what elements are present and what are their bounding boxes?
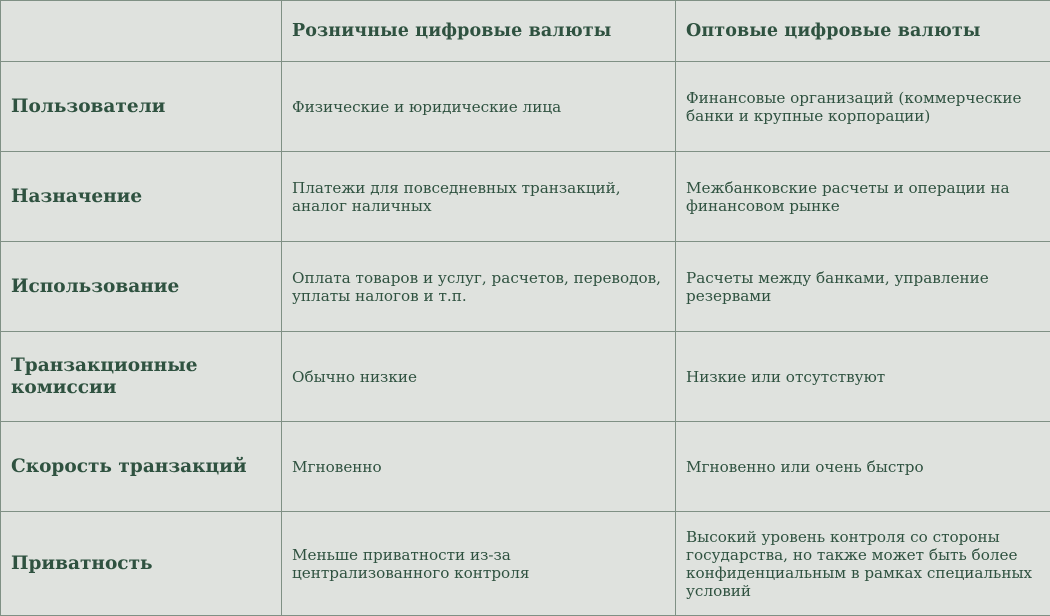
cell-retail-purpose: Платежи для повседневных транзакций, аналог наличных	[282, 152, 676, 242]
column-header-retail: Розничные цифровые валюты	[282, 1, 676, 62]
table-row-users	[1, 62, 1050, 152]
cell-wholesale-purpose: Межбанковские расчеты и операции на финансовом рынке	[676, 152, 1050, 242]
cell-wholesale-usage: Расчеты между банками, управление резервами	[676, 242, 1050, 332]
cell-retail-usage: Оплата товаров и услуг, расчетов, переводов, уплаты налогов и т.п.	[282, 242, 676, 332]
row-label-users: Пользователи	[1, 62, 282, 152]
cell-wholesale-speed: Мгновенно или очень быстро	[676, 422, 1050, 512]
cell-retail-fees: Обычно низкие	[282, 332, 676, 422]
table-row-usage	[1, 242, 1050, 332]
row-label-speed: Скорость транзакций	[1, 422, 282, 512]
table-row-speed	[1, 422, 1050, 512]
row-label-fees: Транзакционные комиссии	[1, 332, 282, 422]
row-label-purpose: Назначение	[1, 152, 282, 242]
header-corner-cell	[1, 1, 282, 62]
row-label-usage: Использование	[1, 242, 282, 332]
table-row-purpose	[1, 152, 1050, 242]
row-label-privacy: Приватность	[1, 512, 282, 616]
column-header-wholesale: Оптовые цифровые валюты	[676, 1, 1050, 62]
table-header-row	[1, 1, 1050, 62]
cell-wholesale-fees: Низкие или отсутствуют	[676, 332, 1050, 422]
cell-wholesale-privacy: Высокий уровень контроля со стороны государства, но также может быть более конфиденциальным в рамках специальных условий	[676, 512, 1050, 616]
cell-retail-users: Физические и юридические лица	[282, 62, 676, 152]
cell-retail-speed: Мгновенно	[282, 422, 676, 512]
table-row-privacy	[1, 512, 1050, 616]
table-row-fees	[1, 332, 1050, 422]
cell-retail-privacy: Меньше приватности из-за централизованного контроля	[282, 512, 676, 616]
cell-wholesale-users: Финансовые организаций (коммерческие банки и крупные корпорации)	[676, 62, 1050, 152]
